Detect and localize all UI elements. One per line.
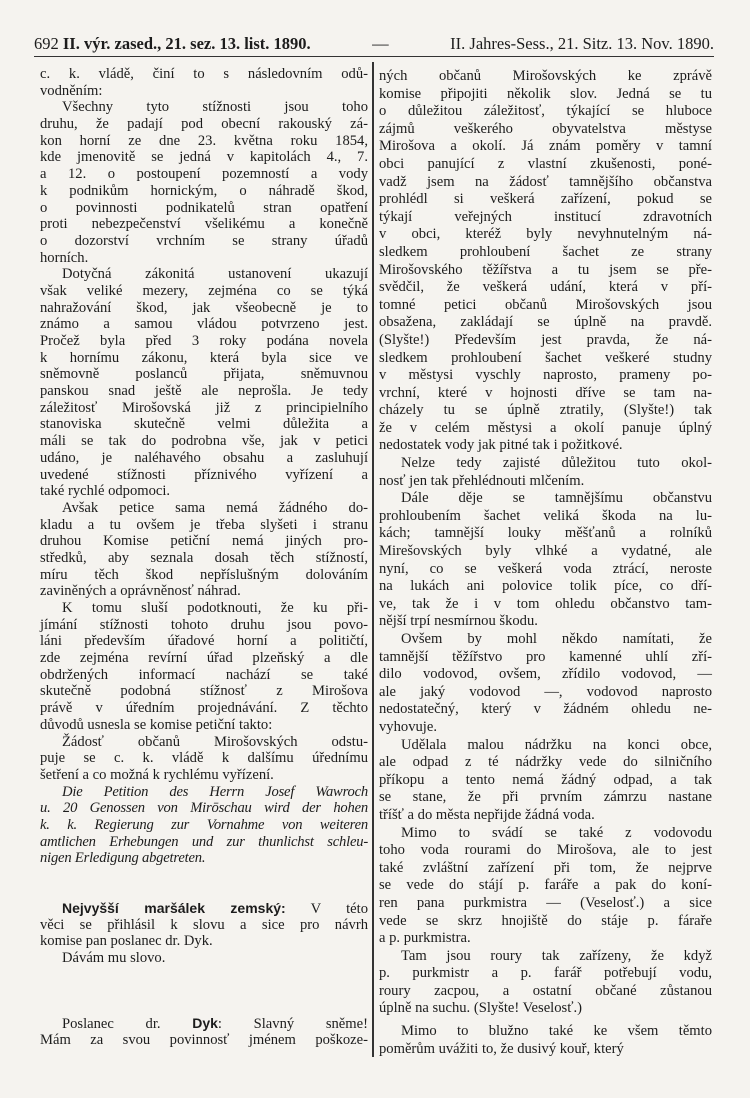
text-line: také rychlé odpomoci. (40, 483, 171, 500)
text-line: druhu, že padají pod obecní rakouský zá- (40, 116, 368, 133)
text-line: obci panující z vlastní zkušenosti, poné- (379, 155, 712, 172)
paragraph (379, 825, 712, 948)
text-line: šetření a co možná k rychlému vyřízení. (40, 766, 274, 783)
text-line: K tomu sluší podotknouti, že ku při- (62, 600, 368, 616)
text-line: ale jaký vodovod —, vodovod naprosto (379, 683, 712, 700)
text-line: cházely tu se úplně ztratily, (Slyšte!) tak (379, 402, 712, 419)
text-line: obdržených informací nachází se také (40, 666, 368, 683)
text-line: nější trpí nesmírnou škodu. (379, 613, 538, 630)
text-line: Mimo to blužno také ke všem těmto (401, 1023, 712, 1040)
paragraph (40, 66, 368, 99)
paragraph (40, 784, 368, 867)
text-line (40, 1015, 368, 1032)
text-line: jímání stížnosti tohoto druhu jsou povo- (40, 616, 368, 633)
text-line: důvodů usnesla se komise petiční takto: (40, 716, 273, 733)
text-line: horních. (40, 249, 89, 266)
right-main-text (379, 68, 712, 1058)
text-line: proti nebezpečenství všelikému a konečně (40, 216, 368, 233)
text-line: věci se přihlásil k slovu a sice pro návrh (40, 916, 368, 933)
text-line: tříšť a do města nepřijde žádná voda. (379, 806, 595, 823)
text-line: k podnikům hornickým, o náhradě škod, (40, 182, 368, 199)
text-line: Avšak petice sama nemá žádného do- (62, 499, 368, 516)
text-line: vodněním: (40, 82, 103, 99)
text-line: udáno, je naléhavého obsahu a zasluhují (40, 449, 368, 466)
text-line: obsažena, zakládají se úplně na pravdě. (379, 314, 712, 331)
text-line: sledkem prohloubení šachet ze strany (379, 243, 712, 260)
text-line: Dávám mu slovo. (62, 950, 166, 967)
text-line: úplně na suchu. (Slyšte! Veselosť.) (379, 1000, 582, 1017)
text-line: Mirošova a okolí. Já znám poměry v tamní (379, 138, 712, 155)
text-line: sledkem prohloubení šachet veškeré studny (379, 349, 712, 366)
column-divider (372, 62, 374, 1057)
text-line: panskou snad ještě ale neprošla. Je tedy (40, 383, 368, 400)
speech-text: : Slavný sněme! (217, 1016, 368, 1032)
text-line: na lukách ani polovice tolik píce, co dří- (379, 578, 712, 595)
text-line: ve, tak že i v tom ohledu občanstvo tam- (379, 595, 712, 612)
text-line: p. purkmistr a p. farář potřebují vodu, (379, 965, 712, 982)
text-line (40, 900, 368, 917)
text-line: o dozorství vrchním se strany úřadů (40, 232, 368, 249)
text-line: Die Petition des Herrn Josef Wawroch (62, 783, 368, 800)
header-czech (34, 34, 311, 56)
text-line: c. k. vládě, činí to s následovním odů- (40, 66, 368, 82)
paragraph (40, 600, 368, 734)
text-line: Udělala malou nádržku na konci obce, (401, 736, 712, 753)
text-line: v městysi vyschly naprosto, prameny po- (379, 367, 712, 384)
text-line: a 12. o postoupení pozemností a vody (40, 166, 368, 183)
page-number: 692 (34, 34, 59, 53)
text-line: roury zacpou, a ostatní občané zůstanou (379, 982, 712, 999)
text-line: Mám za svou povinnosť jménem poškoze- (40, 1031, 368, 1048)
text-line: Ovšem by mohl někdo namítati, že (401, 631, 712, 647)
text-line: poměrům uvážiti to, že dusivý kouř, který (379, 1040, 624, 1057)
paragraph (379, 68, 712, 455)
text-line: Mimo to svádí se také z vodovodu (401, 824, 712, 841)
text-line: tomné petici občanů Mirošovských jsou (379, 296, 712, 313)
text-line: kde jmenovitě se jedná v kapitolách 4., 7. (40, 149, 368, 166)
paragraph (40, 734, 368, 784)
text-line: že v celém městysi a okolí panuje úplný (379, 419, 712, 436)
text-line: prohloubením šachet veliká škoda na lu- (379, 507, 712, 524)
left-main-text (40, 66, 368, 867)
text-line: k. k. Regierung zur Vornahme von weiteren (40, 816, 368, 833)
text-line: Dotyčná zákonitá ustanovení ukazují (62, 266, 368, 283)
text-line: se vede do stájí p. faráře a pak do koní- (379, 877, 712, 894)
text-line: právě v úředním projednávání. Z těchto (40, 700, 368, 717)
header-german: II. Jahres-Sess., 21. Sitz. 13. Nov. 1890. (450, 34, 714, 53)
text-line: Mirešovských byly vlhké a vydatné, ale (379, 543, 712, 560)
marshal-speech (40, 900, 368, 967)
text-line: ren pana purkmistra — (Veselosť.) a sice (379, 894, 712, 911)
text-line: u. 20 Genossen von Mirōschau wird der hohen (40, 800, 368, 817)
speaker-name: Dyk (192, 1015, 218, 1031)
paragraph (379, 1023, 712, 1058)
text-line: středků, aby seznala dosah těch stížností, (40, 549, 368, 566)
text-line: ných občanů Mirošovských ke zprávě (379, 68, 712, 84)
text-line: nosť jen tak přehlédnouti mlčením. (379, 472, 585, 489)
running-header (34, 34, 714, 57)
text-line: se stane, že při prvním zámrzu nastane (379, 789, 712, 806)
paragraph (379, 631, 712, 737)
text-line: příkopu a tento nemá žádný odpad, a tak (379, 771, 712, 788)
text-line: nigen Erledigung abgetreten. (40, 850, 206, 867)
header-separator: — (372, 34, 389, 53)
text-line: prohlédl si veškerá zařízení, pokud se (379, 191, 712, 208)
text-line: komise pan poslanec dr. Dyk. (40, 933, 213, 950)
text-line: Dále děje se tamnějšímu občanstvu (401, 490, 712, 507)
text-line: vrchní, které v hojnosti dříve se tam na- (379, 384, 712, 401)
text-line: známo a samou vládou potvrzeno jest. (40, 316, 368, 333)
text-line: vede se skrz hnojiště do stáje p. fáraře (379, 912, 712, 929)
text-line: ale odpad z té nádržky vede do silničního (379, 754, 712, 771)
dyk-speech (40, 1015, 368, 1048)
paragraph (379, 737, 712, 825)
text-line: o povinnosti podnikatelů stran opatření (40, 199, 368, 216)
text-line: uvedené stížnosti příznivého vyřízení a (40, 466, 368, 483)
text-line: zaviněných a oprávněnosť náhrad. (40, 583, 241, 600)
text-line: a p. purkmistra. (379, 930, 471, 947)
text-line: v obci, kteréž byly nevyhnutelným ná- (379, 226, 712, 243)
text-line: však veliké mezery, zejména co se týká (40, 282, 368, 299)
text-line: nyní, co se veškerá voda ztrácí, neroste (379, 560, 712, 577)
text-line: máli se tak do podrobna vše, jak v petici (40, 433, 368, 450)
text-line: dilo vodovod, ovšem, zřídilo vodovod, — (379, 666, 712, 683)
text-line: stanoviska skutečně velmi důležita a (40, 416, 368, 433)
text-line: nahražování škod, jak všeobecně je to (40, 299, 368, 316)
header-czech-session: II. výr. zased., 21. sez. 13. list. 1890. (62, 34, 311, 53)
text-line: vyhovuje. (379, 718, 437, 735)
text-line: k hornímu zákonu, která byla sice ve (40, 349, 368, 366)
paragraph (40, 500, 368, 600)
text-line: láni především úřadové horní a političtí, (40, 633, 368, 650)
text-line: Nelze tedy zajisté důležitou tuto okol- (401, 455, 712, 472)
speaker-name: Nejvyšší maršálek zemský: (62, 900, 286, 916)
text-line: kladu a tu ovšem je třeba slyšeti i stranu (40, 516, 368, 533)
text-line: nedostatečný, který v žádném ohledu ne- (379, 701, 712, 718)
text-line: Pročež byla před 3 roky podána novela (40, 333, 368, 349)
text-line: míru těch škod nepříslušným dolováním (40, 566, 368, 583)
text-line: skutečně podobná stížnosť z Mirošova (40, 683, 368, 700)
text-line: Žádosť občanů Mirošovských odstu- (62, 733, 368, 750)
text-line: kon horní ze dne 23. května roku 1854, (40, 132, 368, 149)
text-line: puje se c. k. vládě k dalšímu úřednímu (40, 750, 368, 767)
paragraph (379, 490, 712, 631)
text-line: (Slyšte!) Především jest pravda, že ná- (379, 331, 712, 348)
paragraph (40, 266, 368, 500)
text-line: zájmů veškerého obyvatelstva městyse (379, 120, 712, 137)
text-line: o důležitou záležitosť, týkající se hluboce (379, 103, 712, 120)
text-line: nedostatek vody jak pitné tak i požitkové. (379, 437, 623, 454)
text-line: kách; tamnější louky měšťanů a rolníků (379, 525, 712, 542)
text-line: také zvláštní zařízení při tom, že nejprve (379, 859, 712, 876)
text-line: toho voda rourami do Mirošova, ale to jest (379, 842, 712, 859)
text-line: druhou Komise petiční nemá jiných pro- (40, 533, 368, 550)
text-line: zde zejména revírní úřad plzeňský a dle (40, 650, 368, 667)
text-line: Všechny tyto stížnosti jsou toho (62, 99, 368, 116)
speaker-title: Poslanec dr. (62, 1016, 161, 1032)
text-line: týkají veřejných institucí zdravotních (379, 208, 712, 225)
text-line: vadž jsem na žádosť tamnějšího občanstva (379, 173, 712, 190)
paragraph (379, 948, 712, 1018)
speech-text: V této (310, 901, 369, 917)
paragraph (40, 99, 368, 266)
paragraph (379, 455, 712, 490)
text-line: sněmovně poslanců přijata, sněmuvnou (40, 366, 368, 383)
text-line: Mirošovského těžířstva a tu jsem se pře- (379, 261, 712, 278)
text-line: záležitosť Mirošovská již z principielního (40, 399, 368, 416)
text-line: amtlichen Erhebungen und zur thunlichst schleu- (40, 833, 368, 850)
text-line: svědčil, že veškerá udání, která v pří- (379, 279, 712, 296)
text-line: Tam jsou roury tak zařízeny, že když (401, 947, 712, 964)
text-line: komise připojiti několik slov. Jedná se tu (379, 85, 712, 102)
text-line: tamnější těžířstvo pro kamenné uhlí zří- (379, 648, 712, 665)
